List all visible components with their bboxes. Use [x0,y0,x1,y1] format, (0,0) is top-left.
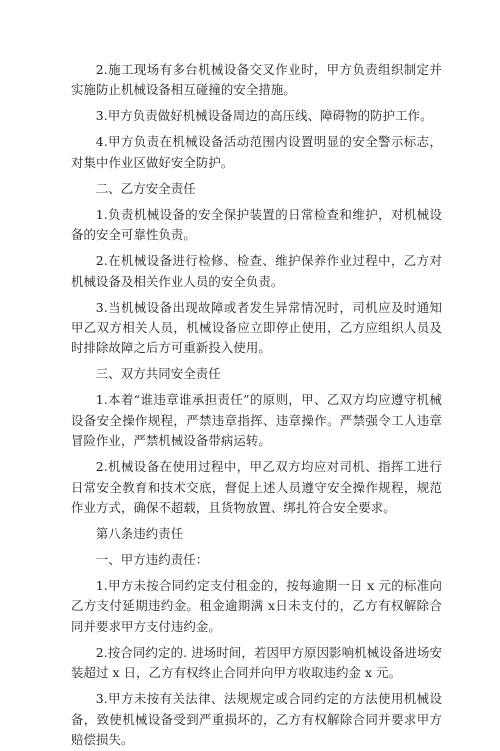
paragraph-clause-2: 2.施工现场有多台机械设备交叉作业时，甲方负责组织制定并实施防止机械设备相互碰撞的安全措施。 [71,62,442,98]
paragraph-party-b-1: 1.负责机械设备的安全保护装置的日常检查和维护，对机械设备的安全可靠性负责。 [71,206,442,243]
article-heading-breach: 第八条违约责任 [95,526,184,542]
section-heading-party-a-breach: 一、甲方违约责任： [95,552,209,568]
paragraph-breach-3: 3.甲方未按有关法律、法规规定或合同约定的方法使用机械设备，致使机械设备受到严重损坏的，乙方有权解除合同并要求甲方赔偿损失。 [71,691,442,748]
section-heading-joint: 三、双方共同安全责任 [95,366,221,382]
paragraph-clause-3: 3.甲方负责做好机械设备周边的高压线、障碍物的防护工作。 [95,108,433,124]
paragraph-party-b-2: 2.在机械设备进行检修、检查、维护保养作业过程中，乙方对机械设备及相关作业人员的安全负责。 [71,253,442,289]
paragraph-joint-2: 2.机械设备在使用过程中，甲乙双方均应对司机、指挥工进行日常安全教育和技术交底，督促上述人员遵守安全操作规程，规范作业方式，确保不超载，且货物放置、绑扎符合安全要求。 [71,459,442,516]
paragraph-breach-1: 1.甲方未按合同约定支付租金的，按每逾期一日 x 元的标准向乙方支付延期违约金。租金逾期满 x日未支付的，乙方有权解除合同并要求甲方支付违约金。 [71,578,442,634]
paragraph-clause-4: 4.甲方负责在机械设备活动范围内设置明显的安全警示标志，对集中作业区做好安全防护。 [71,134,442,170]
paragraph-joint-1: 1.本着“谁违章谁承担责任”的原则，甲、乙双方均应遵守机械设备安全操作规程，严禁违章指挥、违章操作。严禁强令工人违章冒险作业，严禁机械设备带病运转。 [71,392,442,449]
paragraph-breach-2: 2.按合同约定的. 进场时间，若因甲方原因影响机械设备进场安装超过 x 日，乙方有权终止合同并向甲方收取违约金 x 元。 [71,644,442,681]
paragraph-party-b-3: 3.当机械设备出现故障或者发生异常情况时，司机应及时通知甲乙双方相关人员，机械设备应立即停止使用，乙方应组织人员及时排除故障之后方可重新投入使用。 [71,299,442,356]
section-heading-party-b: 二、乙方安全责任 [95,180,196,196]
